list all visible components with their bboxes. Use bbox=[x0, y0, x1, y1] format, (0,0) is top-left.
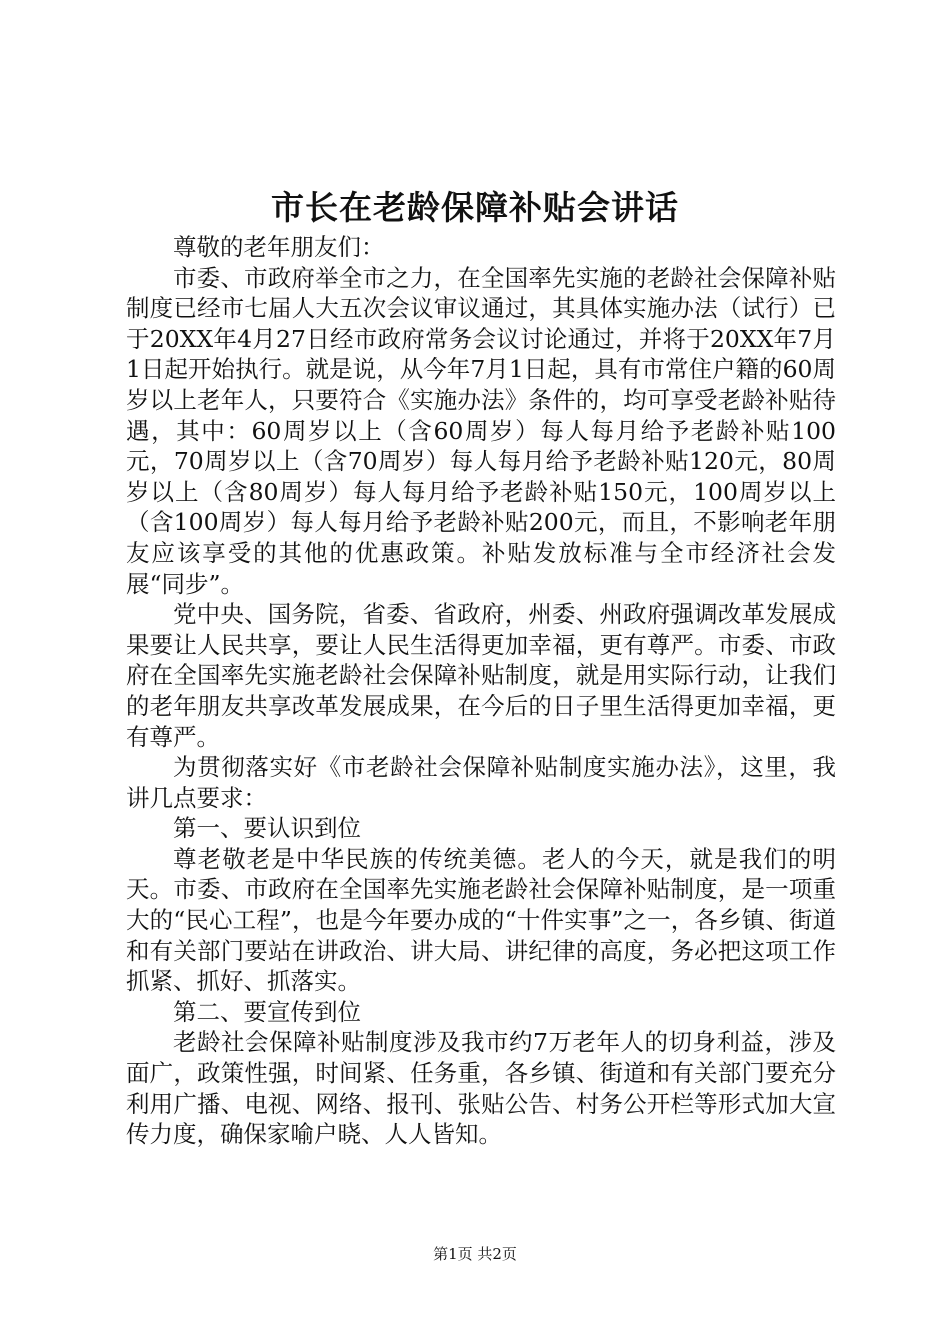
page-footer: 第1页 共2页 bbox=[433, 1245, 517, 1263]
document-title: 市长在老龄保障补贴会讲话 bbox=[271, 188, 679, 227]
paragraph-subsidy-policy: 市委、市政府举全市之力，在全国率先实施的老龄社会保障补贴制度已经市七届人大五次会议审议通过，其具体实施办法（试行）已于20XX年4月27日经市政府常务会议讨论通过，并将于20XX年7月1日起开始执行。就是说，从今年7月1日起，具有市常住户籍的60周岁以上老年人，只要符合《实施办法》条件的，均可享受老龄补贴待遇，其中：60周岁以上（含60周岁）每人每月给予老龄补贴100元，70周岁以上（含70周岁）每人每月给予老龄补贴120元，80周岁以上（含80周岁）每人每月给予老龄补贴150元，100周岁以上（含100周岁）每人每月给予老龄补贴200元，而且，不影响老年朋友应该享受的其他的优惠政策。补贴发放标准与全市经济社会发展“同步”。 bbox=[126, 263, 836, 598]
paragraph-requirements-intro: 为贯彻落实好《市老龄社会保障补贴制度实施办法》，这里，我讲几点要求： bbox=[126, 753, 836, 812]
section-heading-awareness: 第一、要认识到位 bbox=[173, 814, 361, 843]
paragraph-reform-sharing: 党中央、国务院，省委、省政府，州委、州政府强调改革发展成果要让人民共享，要让人民生活得更加幸福，更有尊严。市委、市政府在全国率先实施老龄社会保障补贴制度，就是用实际行动，让我们的老年朋友共享改革发展成果，在今后的日子里生活得更加幸福，更有尊严。 bbox=[126, 600, 836, 751]
paragraph-publicity: 老龄社会保障补贴制度涉及我市约7万老年人的切身利益，涉及面广，政策性强，时间紧、任务重，各乡镇、街道和有关部门要充分利用广播、电视、网络、报刊、张贴公告、村务公开栏等形式加大宣传力度，确保家喻户晓、人人皆知。 bbox=[126, 1028, 836, 1149]
document-body bbox=[126, 232, 836, 1150]
paragraph-awareness: 尊老敬老是中华民族的传统美德。老人的今天，就是我们的明天。市委、市政府在全国率先实施老龄社会保障补贴制度，是一项重大的“民心工程”，也是今年要办成的“十件实事”之一，各乡镇、街道和有关部门要站在讲政治、讲大局、讲纪律的高度，务必把这项工作抓紧、抓好、抓落实。 bbox=[126, 844, 836, 996]
section-heading-publicity: 第二、要宣传到位 bbox=[173, 997, 361, 1026]
paragraph-salutation: 尊敬的老年朋友们： bbox=[173, 233, 385, 261]
